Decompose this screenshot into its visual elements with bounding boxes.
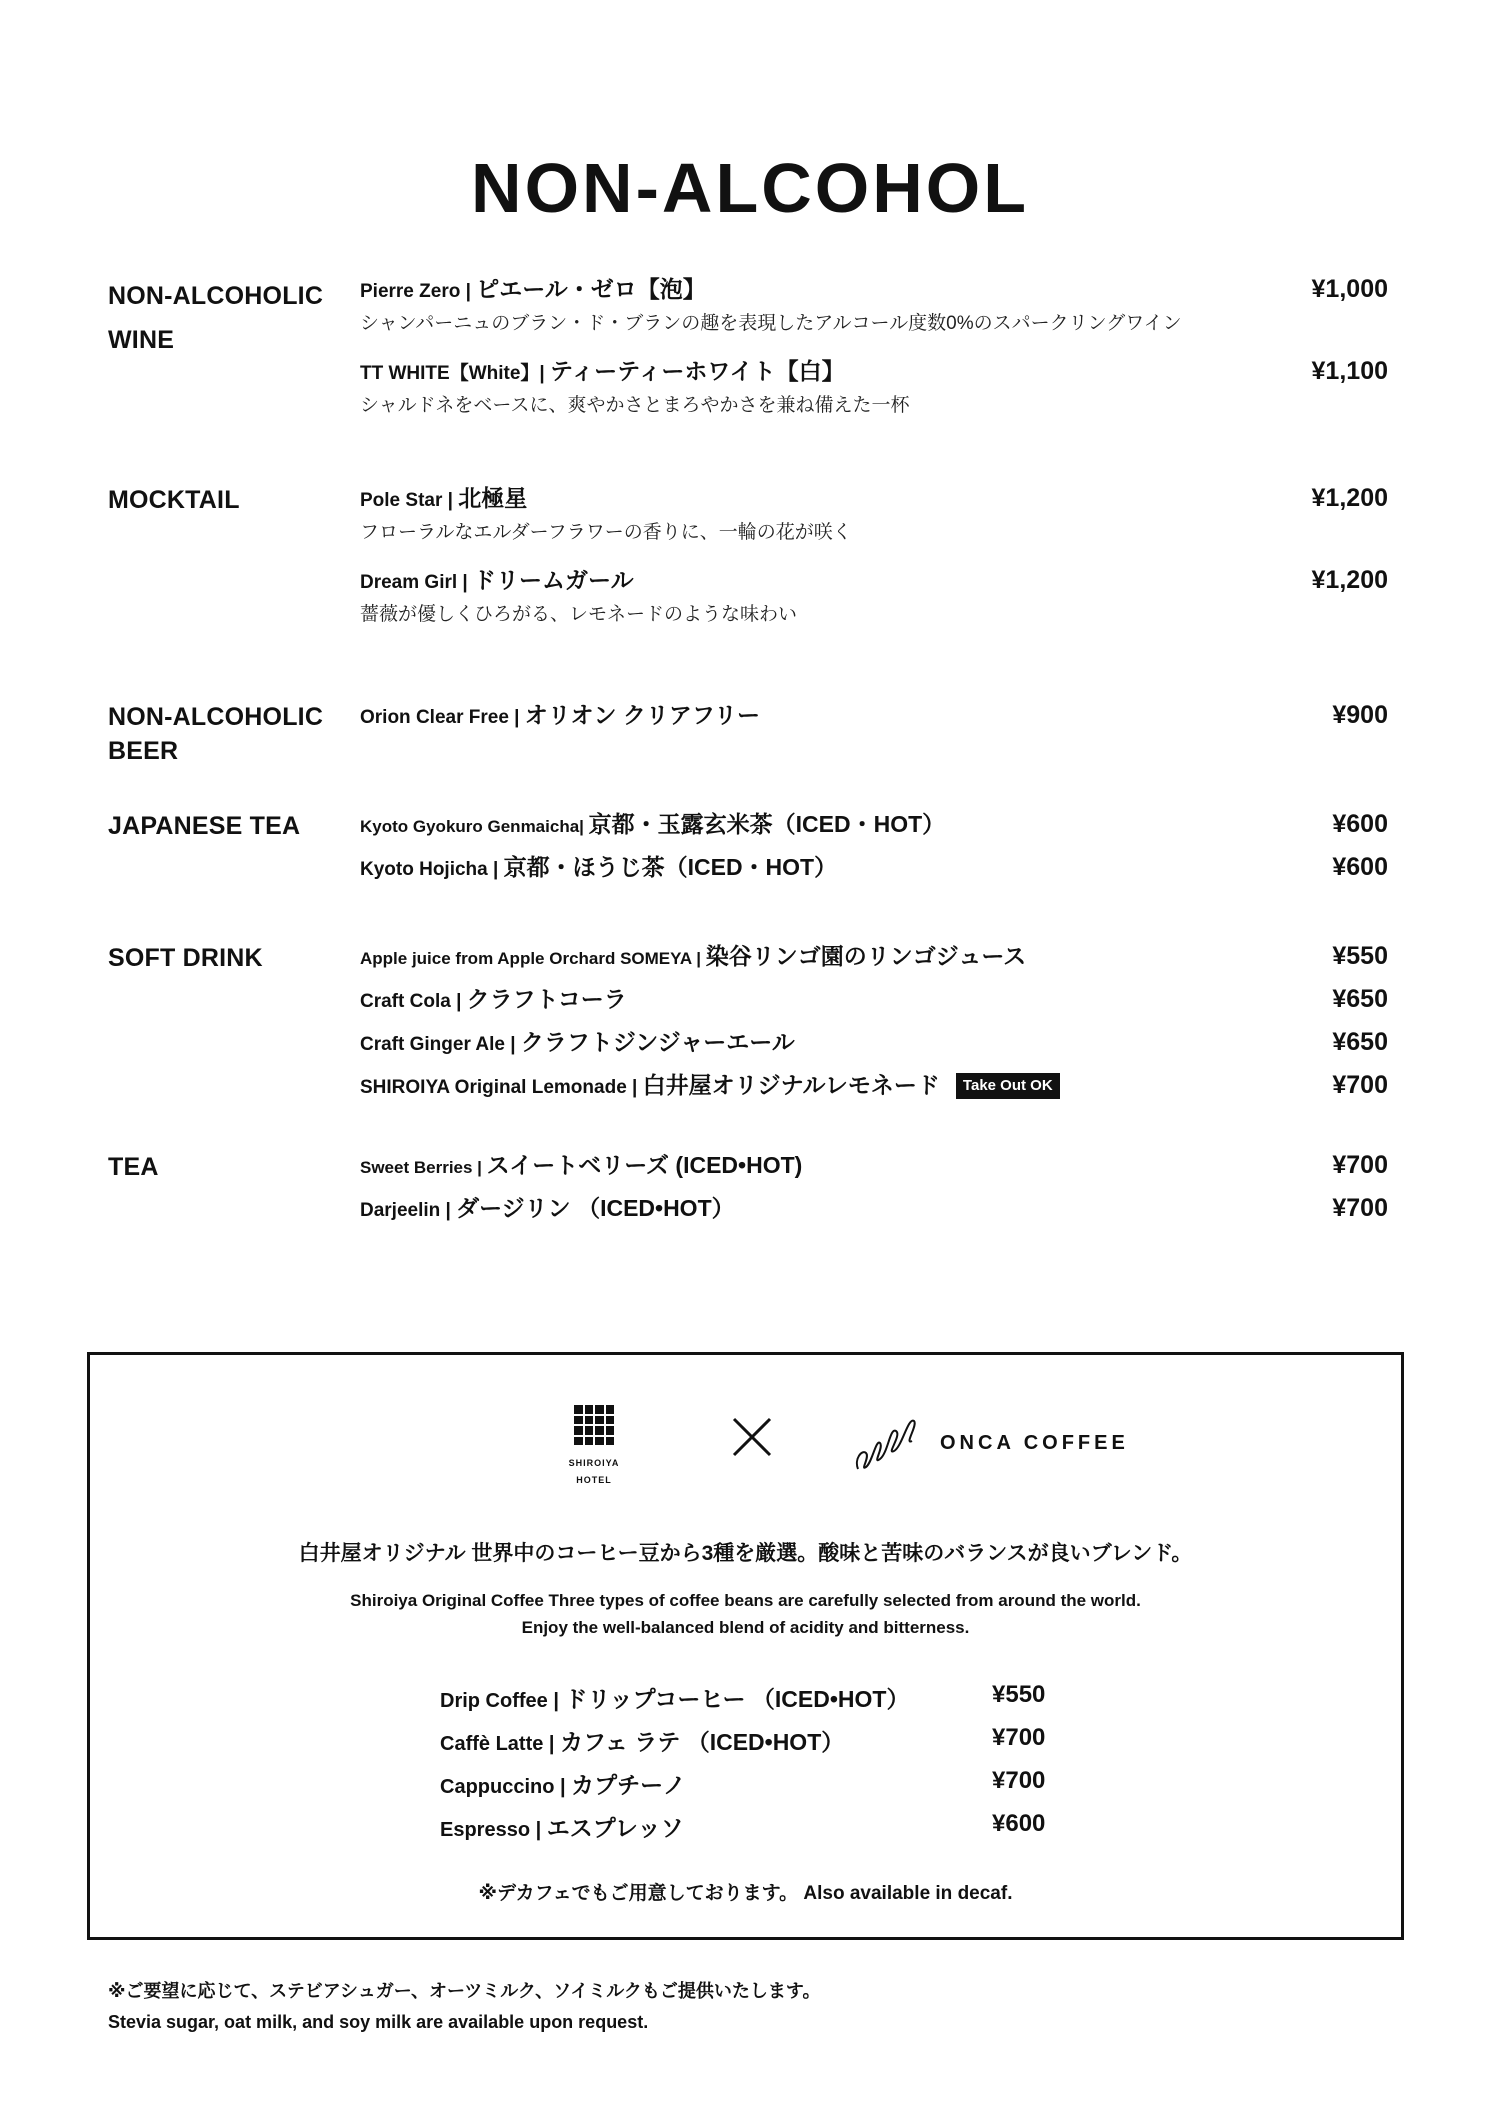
item-description: フローラルなエルダーフラワーの香りに、一輪の花が咲く (360, 522, 852, 543)
coffee-item: Cappuccino | カプチーノ ¥700 (440, 1767, 1046, 1798)
coffee-item: Drip Coffee | ドリップコーヒー （ICED•HOT） ¥550 (440, 1681, 1046, 1712)
coffee-box (87, 1352, 1404, 1940)
item-price: ¥1,200 (1311, 566, 1388, 594)
item-price: ¥600 (1332, 853, 1388, 881)
footer-note: ※ご要望に応じて、ステビアシュガー、オーツミルク、ソイミルクもご提供いたします。 Stevia sugar, oat milk, and soy milk are available upon request. (108, 1981, 821, 2032)
onca-logo-icon (852, 1409, 922, 1475)
menu-item: Sweet Berries | スイートベリーズ (ICED•HOT) ¥700 (360, 1151, 1388, 1179)
menu-item: SHIROIYA Original Lemonade | 白井屋オリジナルレモネード Take Out OK ¥700 (360, 1071, 1388, 1099)
cross-icon (730, 1415, 774, 1459)
coffee-description-jp: 白井屋オリジナル 世界中のコーヒー豆から3種を厳選。酸味と苦味のバランスが良いブレンド。 (298, 1542, 1193, 1565)
menu-item: Pole Star | 北極星 ¥1,200 フローラルなエルダーフラワーの香りに、一輪の花が咲く (360, 483, 1388, 565)
item-price: ¥700 (992, 1724, 1046, 1751)
item-price: ¥700 (1332, 1151, 1388, 1179)
logo-row (90, 1405, 1401, 1505)
item-price: ¥600 (992, 1810, 1046, 1837)
menu-item: Kyoto Hojicha | 京都・ほうじ茶（ICED・HOT） ¥600 (360, 853, 1388, 881)
item-price: ¥1,200 (1311, 484, 1388, 512)
decaf-note: ※デカフェでもご用意しております。 Also available in decaf. (478, 1883, 1013, 1904)
item-price: ¥900 (1332, 701, 1388, 729)
menu-item: Craft Ginger Ale | クラフトジンジャーエール ¥650 (360, 1028, 1388, 1056)
item-price: ¥650 (1332, 1028, 1388, 1056)
shiroiya-hotel-logo: SHIROIYA HOTEL (568, 1405, 620, 1489)
menu-item: Pierre Zero | ピエール・ゼロ【泡】 ¥1,000 シャンパーニュのブラン・ド・ブランの趣を表現したアルコール度数0%のスパークリングワイン (360, 274, 1388, 356)
category-label: NON-ALCOHOLIC BEER (108, 703, 324, 765)
take-out-badge: Take Out OK (956, 1073, 1060, 1099)
item-price: ¥550 (1332, 942, 1388, 970)
coffee-list (440, 1681, 1060, 1853)
category-label: TEA (108, 1153, 159, 1181)
item-price: ¥550 (992, 1681, 1046, 1708)
menu-item: Craft Cola | クラフトコーラ ¥650 (360, 985, 1388, 1013)
category-label: MOCKTAIL (108, 486, 240, 514)
menu-item: Darjeelin | ダージリン （ICED•HOT） ¥700 (360, 1194, 1388, 1222)
item-description: シャンパーニュのブラン・ド・ブランの趣を表現したアルコール度数0%のスパークリングワイン (360, 313, 1182, 334)
category-label: SOFT DRINK (108, 944, 263, 972)
coffee-item: Espresso | エスプレッソ ¥600 (440, 1810, 1046, 1841)
item-description: 薔薇が優しくひろがる、レモネードのような味わい (360, 604, 798, 625)
item-price: ¥700 (992, 1767, 1046, 1794)
item-price: ¥1,100 (1311, 357, 1388, 385)
page-title: NON-ALCOHOL (471, 149, 1029, 227)
category-label: NON-ALCOHOLIC WINE (108, 282, 324, 354)
menu-item: TT WHITE【White】| ティーティーホワイト【白】 ¥1,100 シャルドネをベースに、爽やかさとまろやかさを兼ね備えた一杯 (360, 356, 1388, 421)
item-description: シャルドネをベースに、爽やかさとまろやかさを兼ね備えた一杯 (360, 395, 910, 416)
onca-coffee-logo-text: ONCA COFFEE (940, 1432, 1129, 1454)
item-price: ¥700 (1332, 1071, 1388, 1099)
menu-item: Dream Girl | ドリームガール ¥1,200 薔薇が優しくひろがる、レモネードのような味わい (360, 565, 1388, 630)
item-price: ¥700 (1332, 1194, 1388, 1222)
item-price: ¥650 (1332, 985, 1388, 1013)
grid-logo-icon (574, 1405, 614, 1445)
menu-item: Apple juice from Apple Orchard SOMEYA | 染谷リンゴ園のリンゴジュース ¥550 (360, 942, 1388, 970)
menu-item: Kyoto Gyokuro Genmaicha| 京都・玉露玄米茶（ICED・HOT） ¥600 (360, 810, 1388, 838)
item-price: ¥600 (1332, 810, 1388, 838)
coffee-description-en: Shiroiya Original Coffee Three types of coffee beans are carefully selected from around the world. Enjoy the well-balanced blend of acidity and bitterness. (350, 1591, 1141, 1637)
item-price: ¥1,000 (1311, 275, 1388, 303)
coffee-item: Caffè Latte | カフェ ラテ （ICED•HOT） ¥700 (440, 1724, 1046, 1755)
menu-item: Orion Clear Free | オリオン クリアフリー ¥900 (360, 701, 1388, 729)
category-label: JAPANESE TEA (108, 812, 301, 840)
